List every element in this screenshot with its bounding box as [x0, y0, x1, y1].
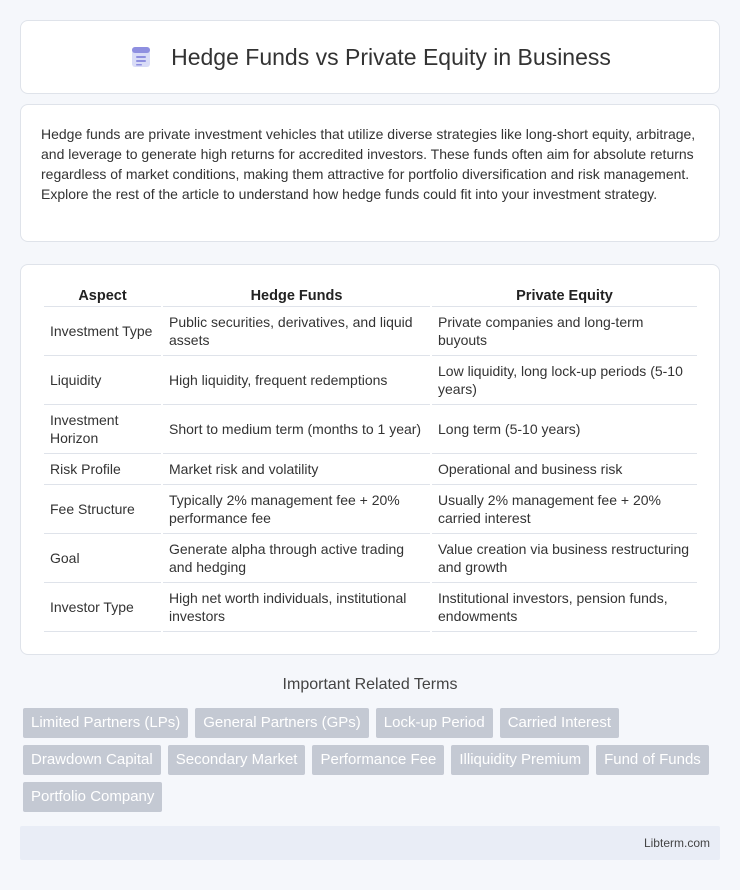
cell-private-equity: Private companies and long-term buyouts: [432, 307, 697, 356]
table-row: [44, 485, 697, 534]
cell-hedge-funds: Generate alpha through active trading and hedging: [163, 534, 430, 583]
document-icon: [129, 45, 153, 69]
table-row: [44, 534, 697, 583]
table-row: [44, 454, 697, 485]
tag-limited-partners[interactable]: Limited Partners (LPs): [23, 708, 188, 738]
tag-drawdown-capital[interactable]: Drawdown Capital: [23, 745, 161, 775]
tag-fund-of-funds[interactable]: Fund of Funds: [596, 745, 709, 775]
title-card: [20, 20, 720, 94]
cell-hedge-funds: Short to medium term (months to 1 year): [163, 405, 430, 454]
page-title: Hedge Funds vs Private Equity in Business: [171, 43, 611, 70]
tag-illiquidity-premium[interactable]: Illiquidity Premium: [451, 745, 589, 775]
table-header-row: [44, 285, 697, 307]
header-aspect: Aspect: [44, 285, 161, 307]
cell-private-equity: Institutional investors, pension funds, endowments: [432, 583, 697, 632]
cell-aspect: Liquidity: [44, 356, 161, 405]
cell-aspect: Investor Type: [44, 583, 161, 632]
footer: [20, 826, 720, 860]
footer-site-link[interactable]: Libterm.com: [643, 836, 710, 850]
tag-secondary-market[interactable]: Secondary Market: [168, 745, 306, 775]
cell-private-equity: Low liquidity, long lock-up periods (5-10 years): [432, 356, 697, 405]
related-terms-title: Important Related Terms: [282, 676, 458, 693]
table-row: [44, 583, 697, 632]
cell-private-equity: Value creation via business restructuring and growth: [432, 534, 697, 583]
tag-performance-fee[interactable]: Performance Fee: [312, 745, 444, 775]
comparison-card: [20, 264, 720, 655]
cell-aspect: Fee Structure: [44, 485, 161, 534]
table-row: [44, 405, 697, 454]
cell-aspect: Goal: [44, 534, 161, 583]
tag-carried-interest[interactable]: Carried Interest: [500, 708, 619, 738]
header-hedge-funds: Hedge Funds: [163, 285, 430, 307]
cell-hedge-funds: High liquidity, frequent redemptions: [163, 356, 430, 405]
tag-general-partners[interactable]: General Partners (GPs): [195, 708, 369, 738]
comparison-table: [42, 285, 699, 632]
cell-aspect: Investment Horizon: [44, 405, 161, 454]
header-private-equity: Private Equity: [432, 285, 697, 307]
cell-private-equity: Long term (5-10 years): [432, 405, 697, 454]
intro-card: [20, 104, 720, 242]
cell-hedge-funds: Market risk and volatility: [163, 454, 430, 485]
cell-aspect: Investment Type: [44, 307, 161, 356]
cell-hedge-funds: High net worth individuals, institutional investors: [163, 583, 430, 632]
cell-private-equity: Operational and business risk: [432, 454, 697, 485]
cell-private-equity: Usually 2% management fee + 20% carried interest: [432, 485, 697, 534]
table-row: [44, 307, 697, 356]
cell-hedge-funds: Typically 2% management fee + 20% performance fee: [163, 485, 430, 534]
table-row: [44, 356, 697, 405]
cell-aspect: Risk Profile: [44, 454, 161, 485]
tag-lock-up-period[interactable]: Lock-up Period: [376, 708, 493, 738]
related-terms-tags: [23, 708, 723, 812]
intro-text: Hedge funds are private investment vehicles that utilize diverse strategies like long-short equity, arbitrage, and leverage to generate high returns for accredited investors. These funds often aim for absolute returns regardless of market conditions, making them attractive for portfolio diversification and risk management. Explore the rest of the article to understand how hedge funds could fit into your investment strategy.: [41, 126, 696, 202]
tag-portfolio-company[interactable]: Portfolio Company: [23, 782, 162, 812]
cell-hedge-funds: Public securities, derivatives, and liquid assets: [163, 307, 430, 356]
